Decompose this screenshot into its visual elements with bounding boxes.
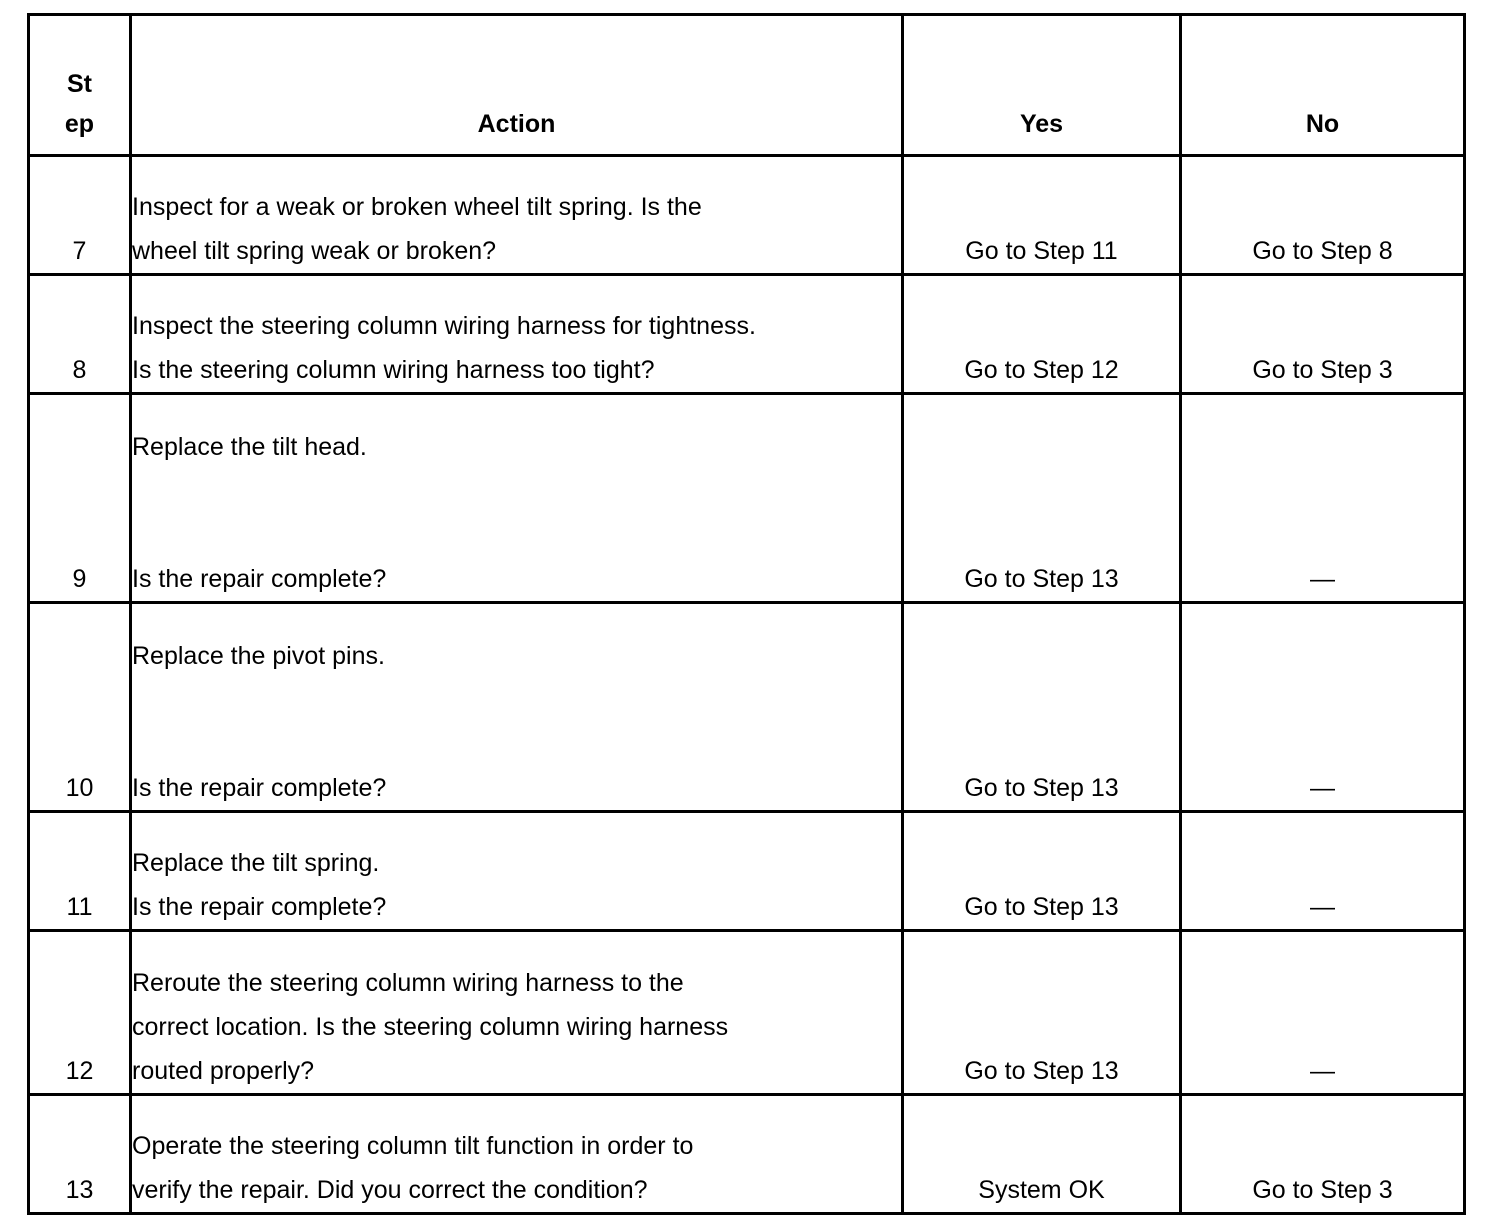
no-result: — — [1181, 812, 1465, 931]
step-number: 8 — [29, 275, 131, 394]
action-line: wheel tilt spring weak or broken? — [132, 237, 497, 265]
action-line: Is the repair complete? — [132, 565, 387, 593]
action-line: correct location. Is the steering column wiring harness — [132, 1013, 729, 1041]
table-row — [29, 275, 1465, 394]
action-line: Replace the pivot pins. — [132, 642, 385, 670]
step-number: 13 — [29, 1095, 131, 1214]
header-step: St ep — [29, 15, 131, 156]
table-row — [29, 156, 1465, 275]
yes-result: Go to Step 13 — [903, 394, 1181, 603]
action-text — [131, 812, 903, 931]
step-number: 12 — [29, 931, 131, 1095]
action-line: Is the steering column wiring harness too tight? — [132, 356, 655, 384]
action-line: Inspect for a weak or broken wheel tilt spring. Is the — [132, 193, 702, 221]
no-result: Go to Step 3 — [1181, 1095, 1465, 1214]
action-line: Replace the tilt spring. — [132, 849, 380, 877]
table-row — [29, 812, 1465, 931]
no-result: Go to Step 3 — [1181, 275, 1465, 394]
table-row — [29, 603, 1465, 812]
step-number: 10 — [29, 603, 131, 812]
action-line: Reroute the steering column wiring harness to the — [132, 969, 684, 997]
yes-result: Go to Step 13 — [903, 931, 1181, 1095]
header-action: Action — [131, 15, 903, 156]
action-text — [131, 931, 903, 1095]
yes-result: Go to Step 11 — [903, 156, 1181, 275]
action-text — [131, 156, 903, 275]
action-text — [131, 394, 903, 603]
action-text — [131, 1095, 903, 1214]
action-line: Replace the tilt head. — [132, 433, 367, 461]
yes-result: Go to Step 12 — [903, 275, 1181, 394]
yes-result: Go to Step 13 — [903, 603, 1181, 812]
action-line: Inspect the steering column wiring harness for tightness. — [132, 312, 756, 340]
step-number: 7 — [29, 156, 131, 275]
action-line: Operate the steering column tilt function in order to — [132, 1132, 694, 1160]
no-result: Go to Step 8 — [1181, 156, 1465, 275]
diagnostic-table — [27, 13, 1466, 1215]
yes-result: Go to Step 13 — [903, 812, 1181, 931]
header-no: No — [1181, 15, 1465, 156]
action-line: verify the repair. Did you correct the condition? — [132, 1176, 648, 1204]
action-line: Is the repair complete? — [132, 774, 387, 802]
no-result: — — [1181, 603, 1465, 812]
action-line: routed properly? — [132, 1057, 315, 1085]
action-text — [131, 603, 903, 812]
action-text — [131, 275, 903, 394]
table-row — [29, 931, 1465, 1095]
step-number: 9 — [29, 394, 131, 603]
action-line: Is the repair complete? — [132, 893, 387, 921]
no-result: — — [1181, 394, 1465, 603]
no-result: — — [1181, 931, 1465, 1095]
yes-result: System OK — [903, 1095, 1181, 1214]
table-header-row — [29, 15, 1465, 156]
step-number: 11 — [29, 812, 131, 931]
table-row — [29, 1095, 1465, 1214]
table-row — [29, 394, 1465, 603]
header-yes: Yes — [903, 15, 1181, 156]
